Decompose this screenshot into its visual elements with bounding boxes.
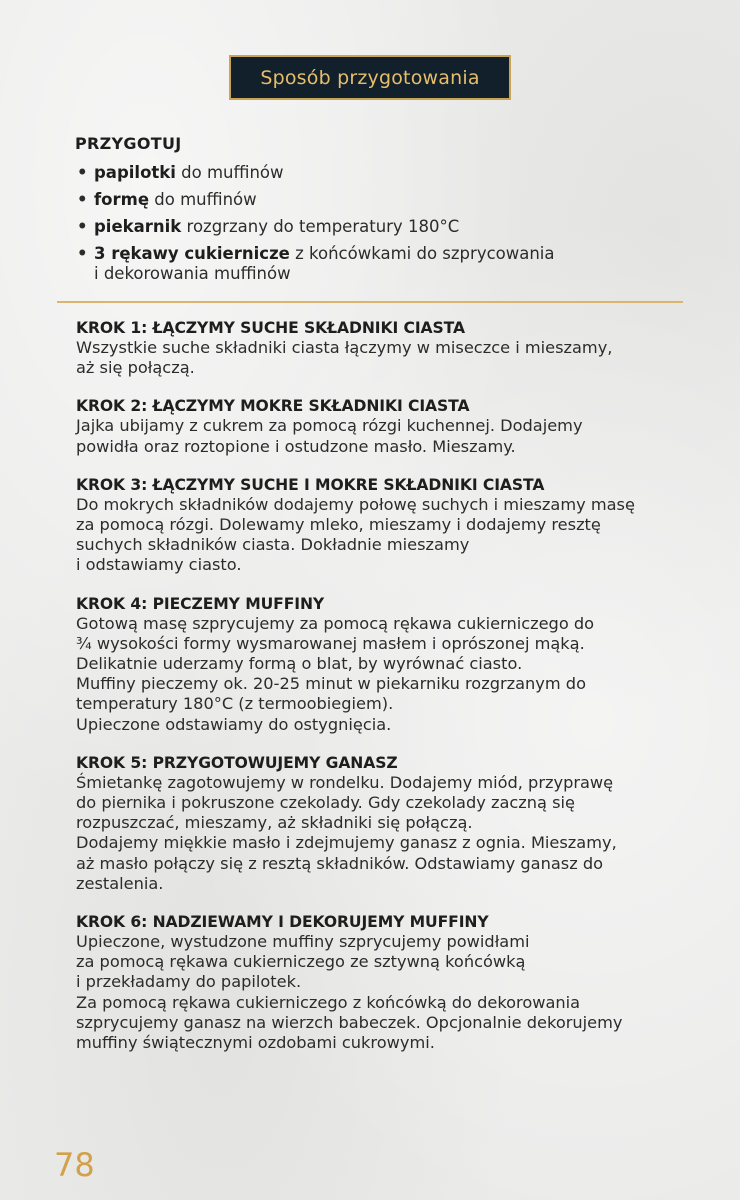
step-text-line: Upieczone, wystudzone muffiny szprycujemy powidłami	[76, 932, 530, 952]
prepare-item	[75, 190, 675, 210]
step-1	[76, 318, 691, 378]
bullet-icon: •	[77, 190, 88, 209]
step-5	[76, 753, 691, 894]
prepare-item	[75, 163, 675, 183]
section-title: Sposób przygotowania	[260, 66, 480, 89]
prepare-item-bold: 3 rękawy cukiernicze	[94, 244, 290, 263]
step-title: KROK 4: PIECZEMY MUFFINY	[76, 594, 325, 613]
prepare-item-text-continued: i dekorowania muffinów	[94, 264, 291, 283]
step-text-line: suchych składników ciasta. Dokładnie mieszamy	[76, 535, 470, 555]
step-text-line: i odstawiamy ciasto.	[76, 555, 242, 575]
bullet-icon: •	[77, 217, 88, 236]
prepare-item-text: do muffinów	[149, 190, 257, 209]
step-title: KROK 6: NADZIEWAMY I DEKORUJEMY MUFFINY	[76, 913, 489, 932]
step-title: KROK 5: PRZYGOTOWUJEMY GANASZ	[76, 753, 398, 772]
page-number: 78	[54, 1146, 95, 1184]
step-text-line: Upieczone odstawiamy do ostygnięcia.	[76, 714, 392, 734]
step-title: KROK 1: ŁĄCZYMY SUCHE SKŁADNIKI CIASTA	[76, 319, 465, 337]
step-3	[76, 475, 691, 576]
step-text-line: ¾ wysokości formy wysmarowanej masłem i oprószonej mąką.	[76, 633, 585, 653]
bullet-icon: •	[77, 244, 88, 263]
step-title: KROK 2: ŁĄCZYMY MOKRE SKŁADNIKI CIASTA	[76, 397, 470, 416]
prepare-item	[75, 244, 675, 284]
prepare-item-bold: formę	[94, 190, 150, 209]
step-text-line: Dodajemy miękkie masło i zdejmujemy ganasz z ognia. Mieszamy,	[76, 833, 617, 853]
prepare-item-bold: papilotki	[94, 163, 176, 182]
prepare-item-text: rozgrzany do temperatury 180°C	[181, 217, 460, 236]
prepare-list	[75, 163, 675, 284]
prepare-item-text: do muffinów	[175, 163, 284, 182]
step-2	[76, 396, 691, 456]
step-text-line: Za pomocą rękawa cukierniczego z końcówką do dekorowania	[76, 992, 581, 1012]
step-text-line: za pomocą rękawa cukierniczego ze sztywną końcówką	[76, 952, 526, 972]
prepare-item	[75, 217, 675, 237]
step-text-line: i przekładamy do papilotek.	[76, 972, 302, 992]
section-title-box	[229, 55, 511, 100]
step-text-line: Muffiny pieczemy ok. 20-25 minut w piekarniku rozgrzanym do	[76, 674, 586, 694]
steps-list	[76, 318, 691, 1071]
step-text-line: Jajka ubijamy z cukrem za pomocą rózgi kuchennej. Dodajemy	[76, 416, 583, 436]
step-6	[76, 912, 691, 1053]
step-text-line: zestalenia.	[76, 873, 164, 893]
step-text-line: Wszystkie suche składniki ciasta łączymy w miseczce i mieszamy,	[76, 338, 613, 357]
step-text-line: do piernika i pokruszone czekolady. Gdy czekolady zaczną się	[76, 793, 576, 813]
prepare-section	[75, 134, 675, 291]
step-text-line: rozpuszczać, mieszamy, aż składniki się połączą.	[76, 813, 473, 833]
step-text-line: Śmietankę zagotowujemy w rondelku. Dodajemy miód, przyprawę	[76, 772, 614, 792]
step-4	[76, 594, 691, 735]
step-title: KROK 3: ŁĄCZYMY SUCHE I MOKRE SKŁADNIKI CIASTA	[76, 475, 545, 494]
step-text-line: szprycujemy ganasz na wierzch babeczek. Opcjonalnie dekorujemy	[76, 1012, 623, 1032]
step-text-line: powidła oraz roztopione i ostudzone masło. Mieszamy.	[76, 436, 516, 456]
prepare-item-bold: piekarnik	[94, 217, 182, 236]
bullet-icon: •	[77, 163, 88, 182]
step-text-line: aż się połączą.	[76, 358, 195, 378]
step-text-line: Do mokrych składników dodajemy połowę suchych i mieszamy masę	[76, 494, 635, 514]
step-text-line: muffiny świątecznymi ozdobami cukrowymi.	[76, 1033, 435, 1053]
prepare-heading: PRZYGOTUJ	[75, 134, 182, 153]
step-text-line: za pomocą rózgi. Dolewamy mleko, mieszamy i dodajemy resztę	[76, 515, 601, 535]
step-text-line: Delikatnie uderzamy formą o blat, by wyrównać ciasto.	[76, 654, 523, 674]
step-text-line: aż masło połączy się z resztą składników. Odstawiamy ganasz do	[76, 853, 604, 873]
gold-divider	[57, 301, 683, 303]
step-text-line: temperatury 180°C (z termoobiegiem).	[76, 694, 394, 714]
prepare-item-text: z końcówkami do szprycowania	[289, 244, 555, 263]
step-text-line: Gotową masę szprycujemy za pomocą rękawa cukierniczego do	[76, 613, 595, 633]
